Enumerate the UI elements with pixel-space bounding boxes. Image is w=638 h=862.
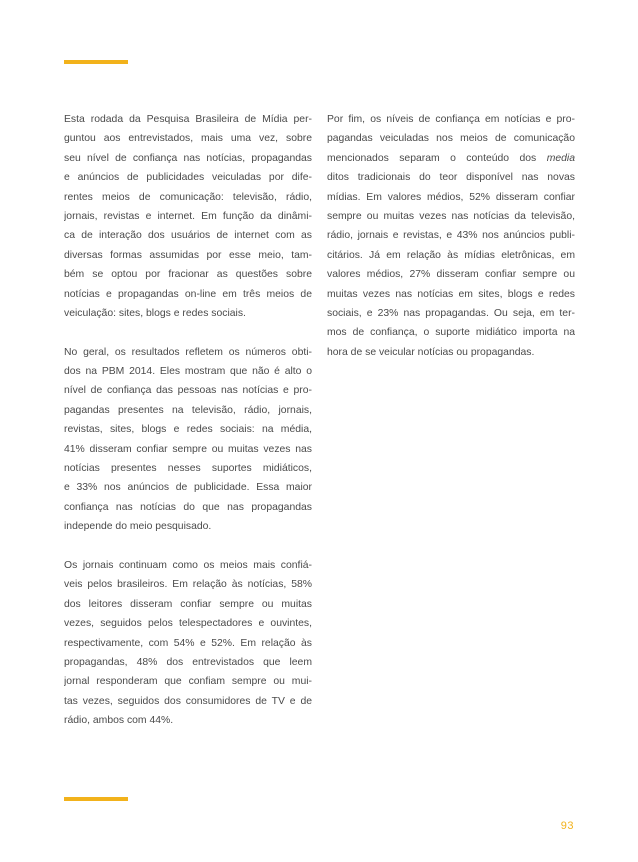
text-line: veiculação: sites, blogs e redes sociais. — [64, 307, 246, 319]
italic-term: media — [546, 152, 575, 164]
text-line: diversas formas assumidas por esse meio, tam- — [64, 249, 312, 261]
text-line: Os jornais continuam como os meios mais confiá- — [64, 559, 312, 571]
text-line: mencionados separam o conteúdo dos media — [327, 152, 575, 164]
text-line: citários. Já em relação às mídias eletrônicas, em — [327, 249, 575, 261]
text-line: Esta rodada da Pesquisa Brasileira de Mídia per- — [64, 114, 312, 125]
right-column — [327, 110, 575, 362]
text-line: rentes meios de comunicação: televisão, rádio, — [64, 191, 312, 203]
text-line: notícias e propagandas on-line em três meios de — [64, 288, 312, 300]
paragraph-gap — [64, 537, 312, 556]
text-line: e 33% nos anúncios de publicidade. Essa maior — [64, 482, 312, 494]
text-line: dos leitores disseram confiar sempre ou muitas — [64, 598, 312, 610]
text-line: Por fim, os níveis de confiança em notícias e pro- — [327, 114, 575, 125]
text-line: respectivamente, com 54% e 52%. Em relação às — [64, 637, 312, 649]
text-line: valores médios, 27% disseram confiar sempre ou — [327, 269, 575, 281]
text-line: ditos tradicionais do teor disponível nas novas — [327, 172, 575, 184]
text-line: mídias. Em valores médios, 52% disseram confiar — [327, 191, 575, 203]
text-line: notícias presentes nesses suportes midiáticos, — [64, 463, 312, 475]
text-line: hora de se veicular notícias ou propagandas. — [327, 346, 535, 358]
left-paragraph — [64, 343, 312, 537]
text-line: seu nível de confiança nas notícias, propagandas — [64, 152, 312, 164]
text-line: nível de confiança das pessoas nas notícias e pro- — [64, 385, 312, 397]
left-paragraph — [64, 556, 312, 731]
text-line: ca de interação dos usuários de internet com as — [64, 230, 312, 242]
text-line: propagandas, 48% dos entrevistados que leem — [64, 656, 312, 668]
right-paragraph — [327, 110, 575, 362]
text-line: vezes, seguidos pelos telespectadores e ouvintes, — [64, 618, 312, 630]
text-line: muitas vezes nas notícias em sites, blogs e redes — [327, 288, 575, 300]
bottom-accent-bar — [64, 797, 128, 801]
paragraph-gap — [64, 323, 312, 342]
text-line: tas vezes, seguidos dos consumidores de TV e de — [64, 695, 312, 707]
text-line: bém se optou por fracionar as questões sobre — [64, 269, 312, 281]
text-line: dos na PBM 2014. Eles mostram que não é alto o — [64, 366, 312, 378]
text-line: confiança nas notícias do que nas propagandas — [64, 501, 312, 513]
text-line: veis pelos brasileiros. Em relação às notícias, 58% — [64, 579, 312, 591]
left-paragraph — [64, 110, 312, 323]
text-line: mos de confiança, o suporte midiático importa na — [327, 327, 575, 339]
text-line: independe do meio pesquisado. — [64, 521, 212, 533]
text-line: No geral, os resultados refletem os números obti- — [64, 346, 312, 358]
left-column — [64, 110, 312, 731]
text-line: revistas, sites, blogs e redes sociais: na média, — [64, 424, 312, 436]
text-line: pagandas presentes na televisão, rádio, jornais, — [64, 404, 312, 416]
text-line: e anúncios de publicidades veiculadas por dife- — [64, 172, 312, 184]
page-number: 93 — [560, 820, 574, 832]
text-line: rádio, jornais e revistas, e 43% nos anúncios publi- — [327, 230, 575, 242]
top-accent-bar — [64, 60, 128, 64]
text-line: sociais, e 23% nas propagandas. Ou seja, em ter- — [327, 307, 575, 319]
text-line: rádio, ambos com 44%. — [64, 715, 174, 727]
text-line: sempre ou muitas vezes nas notícias da televisão, — [327, 210, 575, 222]
text-line: pagandas veiculadas nos meios de comunicação — [327, 133, 575, 145]
text-line: guntou aos entrevistados, mais uma vez, sobre — [64, 133, 312, 145]
text-line: jornais, revistas e internet. Em função da dinâmi- — [64, 210, 312, 222]
text-line: 41% disseram confiar sempre ou muitas vezes nas — [64, 443, 312, 455]
text-line: jornal responderam que confiam sempre ou mui- — [64, 676, 312, 688]
